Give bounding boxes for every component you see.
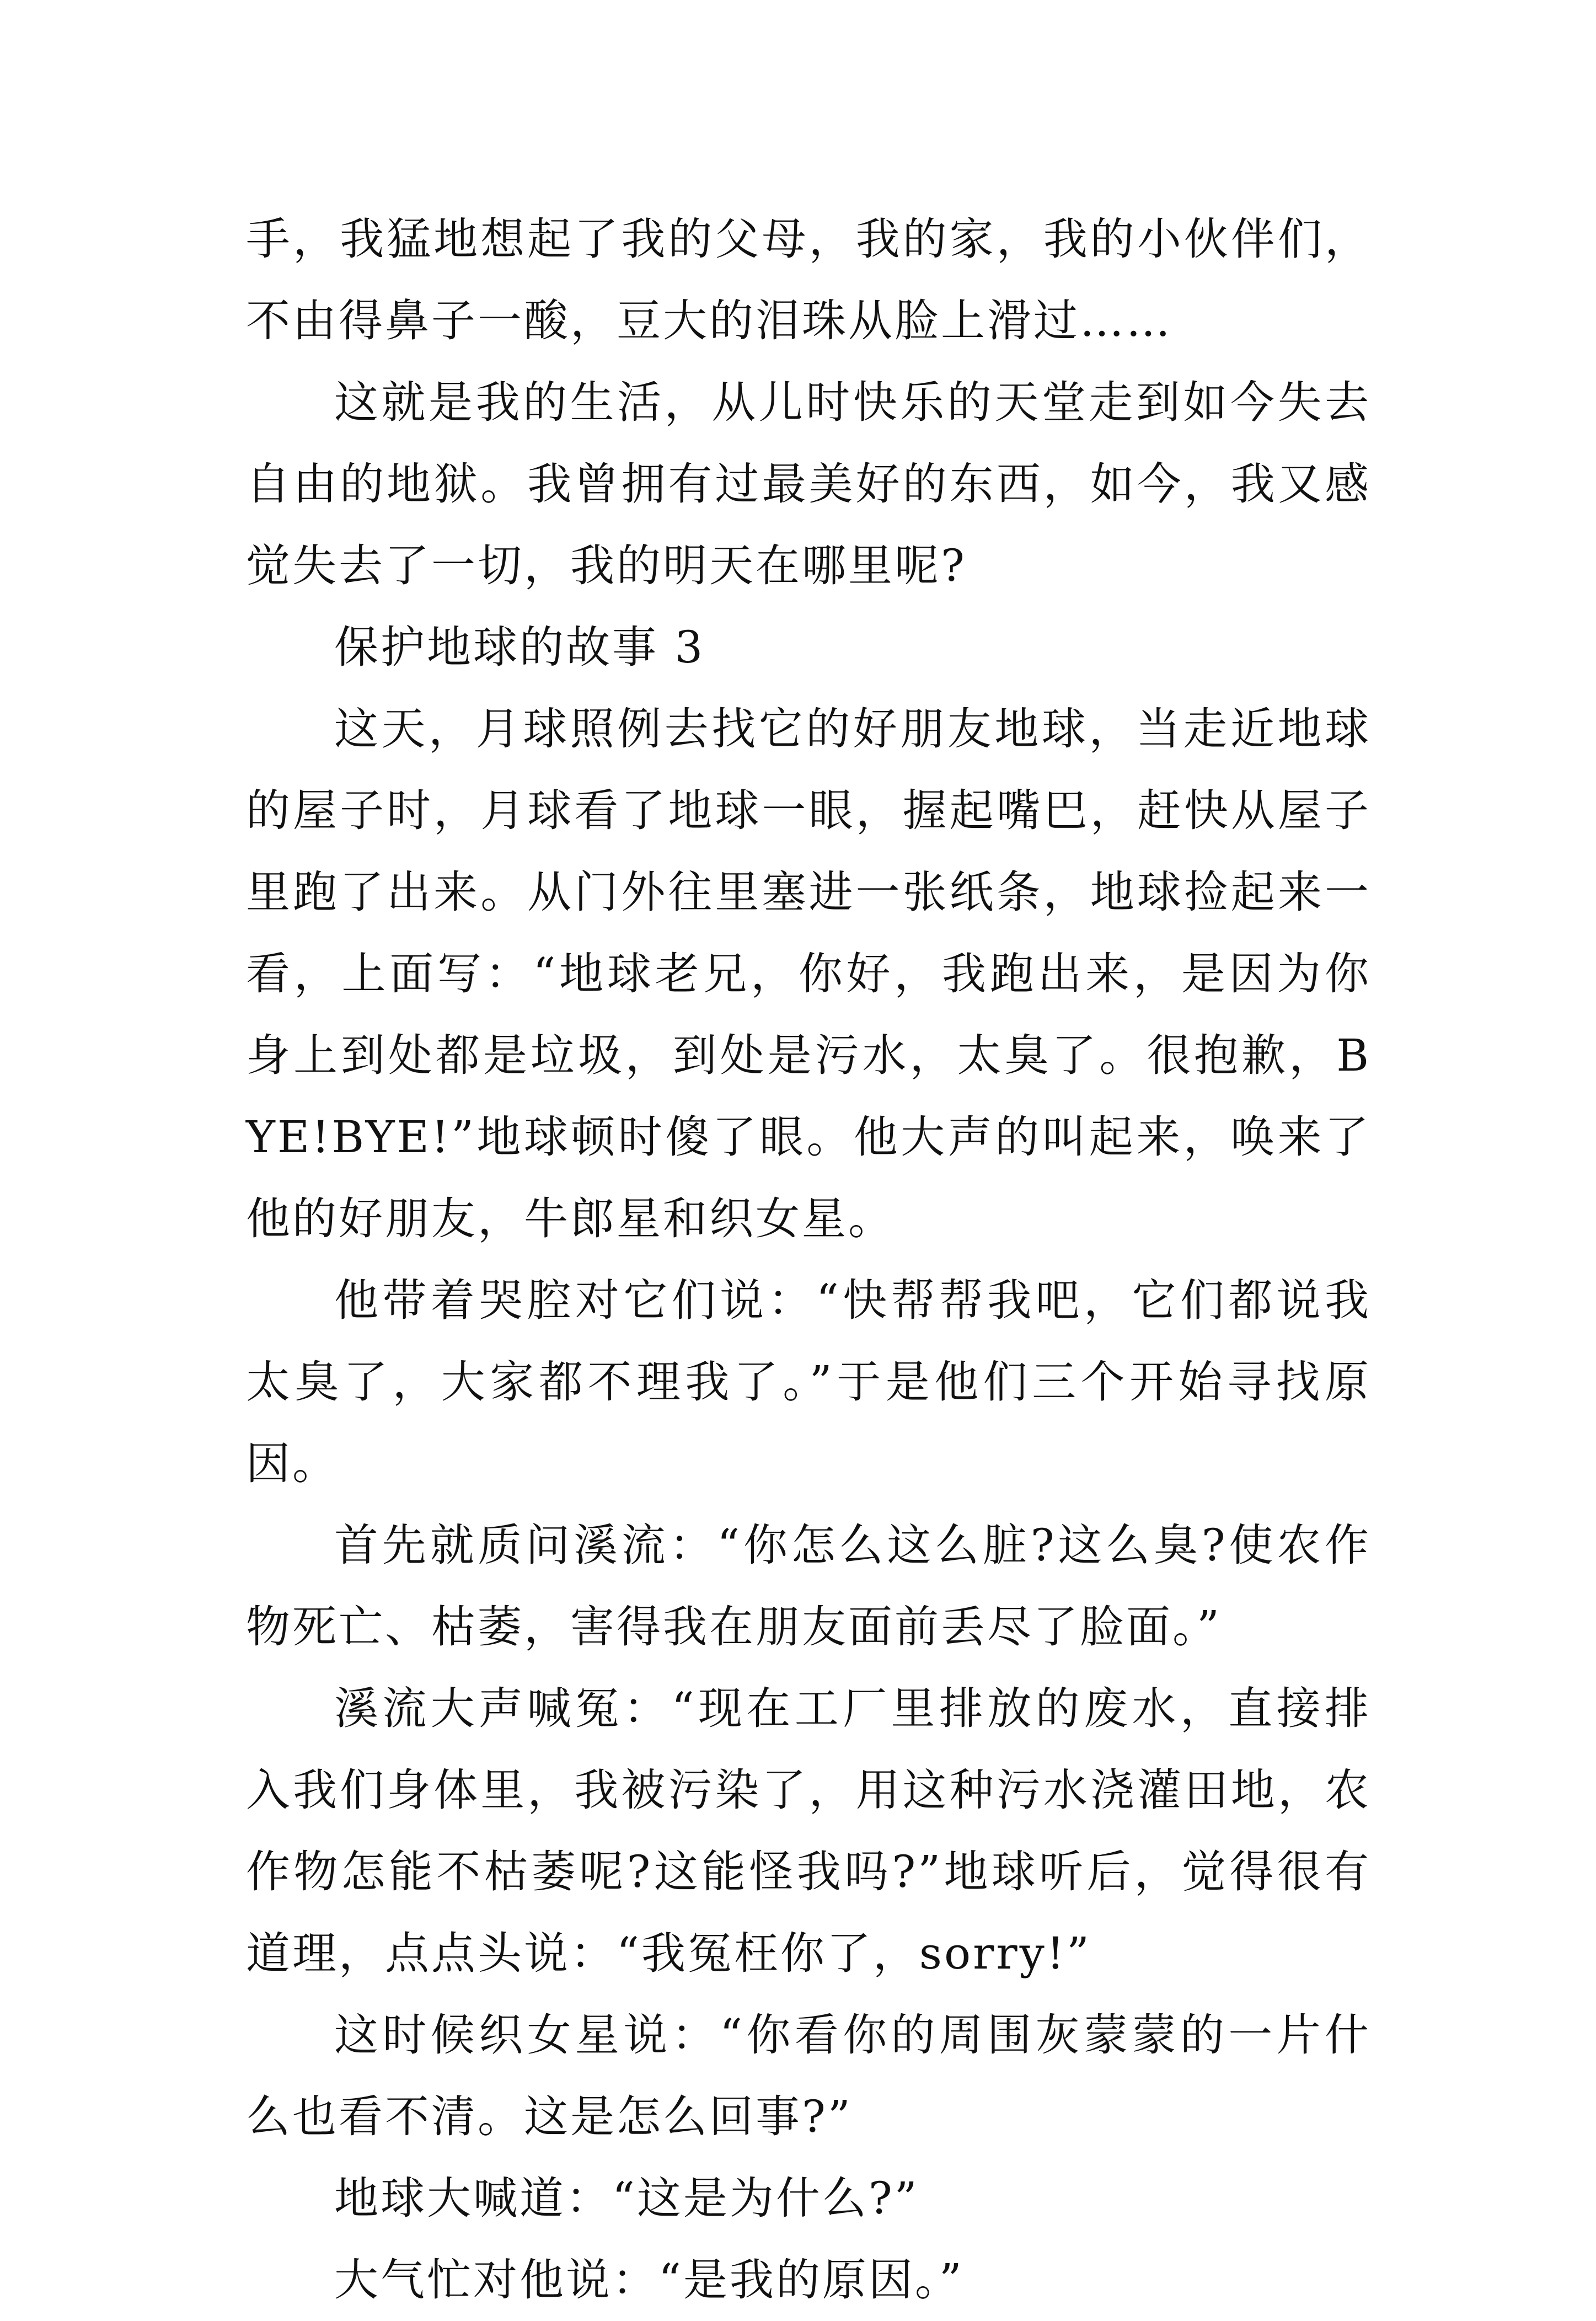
paragraph: 溪流大声喊冤：“现在工厂里排放的废水，直接排入我们身体里，我被污染了，用这种污水浇灌田地，农作物怎能不枯萎呢?这能怪我吗?”地球听后，觉得很有道理，点点头说：“我冤枉你了，sorry!” <box>246 1683 1371 1979</box>
paragraph: 他带着哭腔对它们说：“快帮帮我吧，它们都说我太臭了，大家都不理我了。”于是他们三个开始寻找原因。 <box>246 1275 1371 1489</box>
paragraph: 首先就质问溪流：“你怎么这么脏?这么臭?使农作物死亡、枯萎，害得我在朋友面前丢尽了脸面。” <box>246 1520 1371 1652</box>
paragraph: 手，我猛地想起了我的父母，我的家，我的小伙伴们，不由得鼻子一酸，豆大的泪珠从脸上滑过…… <box>246 213 1371 346</box>
document-body <box>246 199 1371 2321</box>
paragraph: 这就是我的生活，从儿时快乐的天堂走到如今失去自由的地狱。我曾拥有过最美好的东西，如今，我又感觉失去了一切，我的明天在哪里呢? <box>246 377 1371 591</box>
paragraph: 这天，月球照例去找它的好朋友地球，当走近地球的屋子时，月球看了地球一眼，握起嘴巴，赶快从屋子里跑了出来。从门外往里塞进一张纸条，地球捡起来一看，上面写：“地球老兄，你好，我跑出来，是因为你身上到处都是垃圾，到处是污水，太臭了。很抱歉，BYE!BYE!”地球顿时傻了眼。他大声的叫起来，唤来了他的好朋友，牛郎星和织女星。 <box>246 703 1371 1244</box>
paragraph: 地球大喊道：“这是为什么?” <box>334 2173 919 2224</box>
paragraph: 大气忙对他说：“是我的原因。” <box>334 2254 964 2306</box>
section-title: 保护地球的故事 3 <box>334 622 705 673</box>
paragraph: 这时候织女星说：“你看你的周围灰蒙蒙的一片什么也看不清。这是怎么回事?” <box>246 2009 1371 2142</box>
